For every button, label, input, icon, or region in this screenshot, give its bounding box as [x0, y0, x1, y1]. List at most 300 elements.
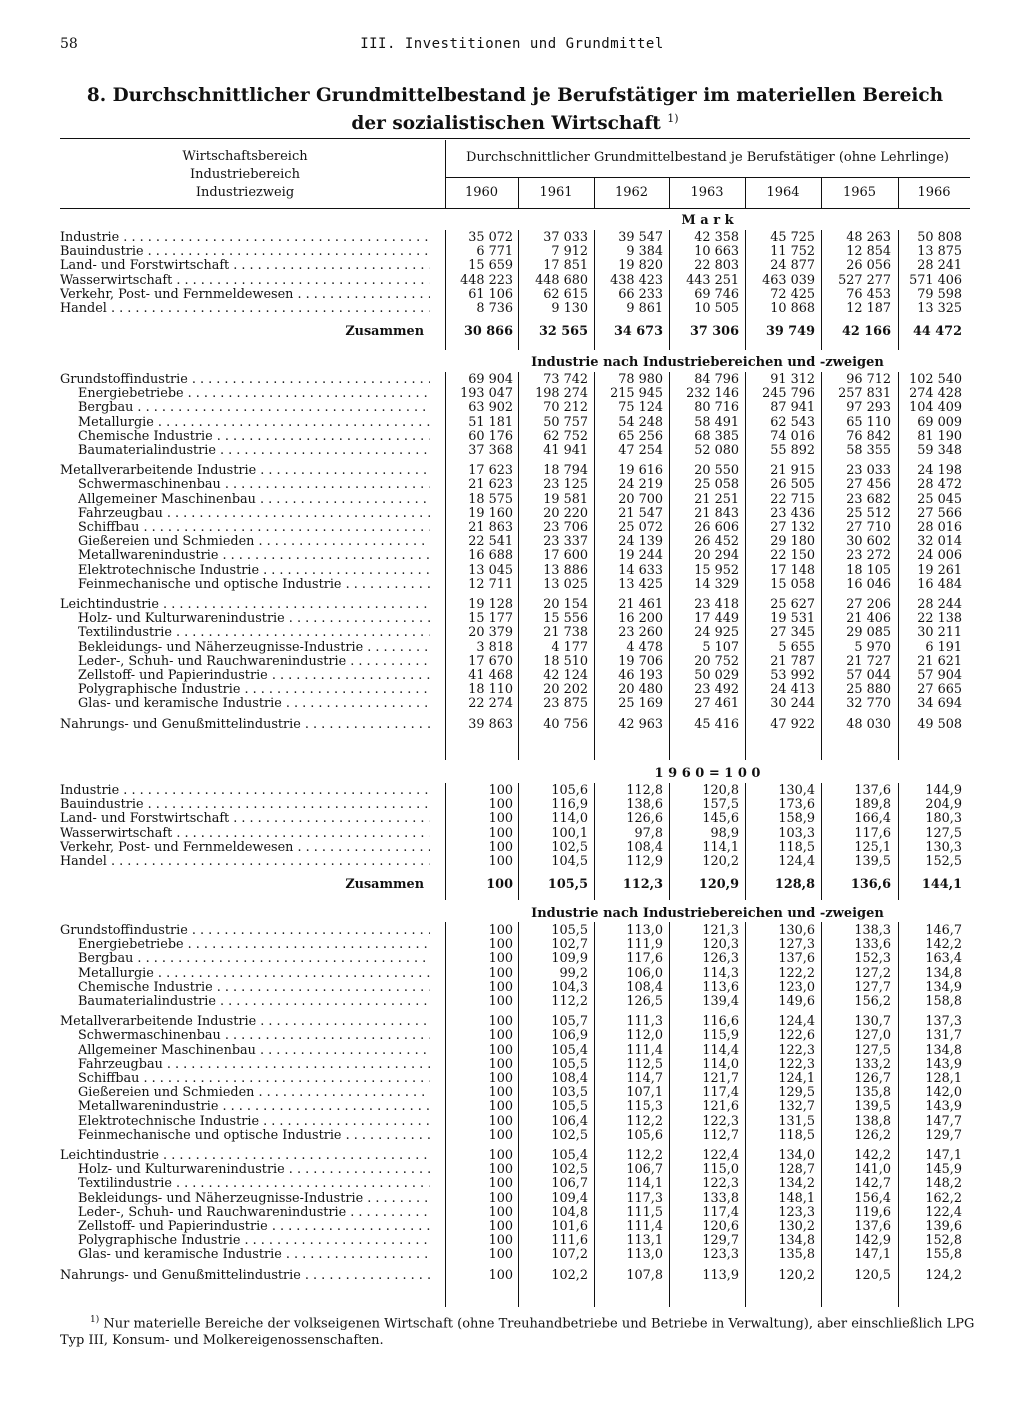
- cell-1964: 123,0: [778, 979, 815, 995]
- table-row: [60, 231, 970, 245]
- leader-dots: [259, 564, 430, 578]
- section-heading: M a r k: [681, 213, 734, 228]
- row-label-text: Zusammen: [345, 325, 424, 340]
- row-label-text: Feinmechanische und optische Industrie: [78, 1128, 342, 1143]
- row-label: [78, 1100, 430, 1114]
- row-label-text: Zellstoff- und Papierindustrie: [78, 1220, 268, 1234]
- cell-1960: 100: [488, 1085, 513, 1101]
- cell-1963: 133,8: [702, 1190, 739, 1206]
- table-row: [60, 245, 970, 259]
- cell-1963: 123,3: [702, 1247, 739, 1263]
- cell-1962: 21 547: [618, 505, 663, 521]
- cell-1960: 61 106: [468, 286, 513, 302]
- cell-1965: 142,2: [854, 1148, 891, 1163]
- cell-1964: 15 058: [770, 576, 815, 592]
- cell-1965: 135,8: [854, 1085, 891, 1101]
- table-row: [60, 718, 970, 732]
- row-label-text: Gießereien und Schmieden: [78, 1086, 255, 1101]
- cell-1966: 24 006: [917, 548, 962, 564]
- leader-dots: [342, 1129, 431, 1143]
- section-heading: Industrie nach Industriebereichen und -zweigen: [531, 355, 884, 370]
- cell-1964: 148,1: [778, 1190, 815, 1206]
- cell-1965: 136,6: [850, 877, 891, 893]
- cell-1962: 117,3: [626, 1190, 663, 1206]
- row-label: [78, 1044, 430, 1058]
- cell-1963: 120,8: [702, 783, 739, 798]
- cell-1960: 22 274: [468, 696, 513, 712]
- cell-1961: 20 202: [543, 682, 588, 698]
- cell-1966: 147,1: [925, 1148, 962, 1163]
- row-label: [78, 1234, 430, 1248]
- row-label-text: Bergbau: [78, 401, 134, 416]
- footnote-text: Nur materielle Bereiche der volkseigenen Wirtschaft (ohne Treuhandbetriebe und Betriebe in Verwaltung), aber einschließlich LPG Typ III, Konsum- und Molkereigenossenschaften.: [60, 1316, 975, 1349]
- cell-1966: 129,7: [925, 1127, 962, 1143]
- cell-1965: 120,5: [854, 1267, 891, 1283]
- cell-1965: 16 046: [846, 576, 891, 592]
- cell-1963: 114,1: [702, 839, 739, 855]
- table-row: [60, 981, 970, 995]
- row-label: [78, 641, 430, 655]
- leader-dots: [363, 1192, 430, 1206]
- cell-1966: 139,6: [925, 1219, 962, 1234]
- cell-1962: 138,6: [626, 797, 663, 813]
- row-label-text: Schwermaschinenbau: [78, 1029, 221, 1044]
- leader-dots: [221, 1029, 430, 1043]
- cell-1961: 13 886: [543, 562, 588, 578]
- cell-1962: 113,1: [626, 1233, 663, 1249]
- cell-1960: 100: [488, 1113, 513, 1129]
- cell-1962: 117,6: [626, 951, 663, 967]
- cell-1965: 5 970: [854, 639, 891, 655]
- cell-1960: 16 688: [468, 548, 513, 564]
- table-row: [60, 373, 970, 387]
- row-label-text: Feinmechanische und optische Industrie: [78, 577, 342, 592]
- cell-1964: 122,3: [778, 1042, 815, 1058]
- cell-1961: 111,6: [551, 1233, 588, 1249]
- table-row: [60, 612, 970, 626]
- leader-dots: [254, 535, 430, 549]
- leader-dots: [342, 578, 431, 592]
- cell-1964: 47 922: [770, 716, 815, 732]
- cell-1960: 37 368: [468, 443, 513, 458]
- cell-1964: 135,8: [778, 1247, 815, 1263]
- chapter-heading: III. Investitionen und Grundmittel: [360, 36, 664, 52]
- cell-1962: 108,4: [626, 839, 663, 855]
- cell-1962: 111,3: [626, 1014, 663, 1030]
- table-row: [60, 549, 970, 563]
- table-row: [60, 827, 970, 841]
- leader-dots: [221, 478, 430, 492]
- cell-1961: 70 212: [543, 400, 588, 416]
- cell-1961: 17 600: [543, 548, 588, 564]
- cell-1961: 40 756: [543, 716, 588, 732]
- cell-1962: 438 423: [610, 272, 663, 288]
- cell-1964: 17 148: [770, 562, 815, 578]
- table-row: [60, 1220, 970, 1234]
- cell-1964: 463 039: [762, 272, 815, 288]
- row-label-text: Bekleidungs- und Näherzeugnisse-Industrie: [78, 640, 364, 655]
- row-label: [60, 878, 424, 892]
- cell-1966: 27 665: [917, 682, 962, 698]
- cell-1961: 37 033: [543, 230, 588, 245]
- cell-1964: 24 413: [770, 682, 815, 698]
- year-header-1963: 1963: [690, 185, 724, 200]
- row-label: [60, 302, 430, 316]
- cell-1965: 189,8: [854, 797, 891, 813]
- row-label-text: Fahrzeugbau: [78, 1057, 163, 1072]
- cell-1963: 42 358: [694, 230, 739, 245]
- cell-1961: 50 757: [543, 414, 588, 430]
- cell-1963: 14 329: [694, 576, 739, 592]
- column-divider: [821, 178, 822, 209]
- cell-1963: 443 251: [686, 272, 739, 288]
- cell-1966: 143,9: [925, 1056, 962, 1072]
- table-row: [60, 1269, 970, 1283]
- cell-1963: 122,3: [702, 1176, 739, 1192]
- cell-1963: 23 492: [694, 682, 739, 698]
- row-label-text: Elektrotechnische Industrie: [78, 1114, 260, 1129]
- row-label-text: Handel: [60, 855, 107, 869]
- table-row: [60, 1129, 970, 1143]
- cell-1963: 22 803: [694, 258, 739, 274]
- row-label: [60, 812, 430, 826]
- row-label: [78, 952, 430, 966]
- cell-1965: 137,6: [854, 783, 891, 798]
- cell-1963: 122,3: [702, 1113, 739, 1129]
- leader-dots: [154, 967, 430, 981]
- cell-1966: 163,4: [925, 951, 962, 967]
- cell-1965: 12 854: [846, 244, 891, 260]
- cell-1960: 20 379: [468, 625, 513, 641]
- cell-1961: 105,5: [551, 1056, 588, 1072]
- leader-dots: [218, 549, 430, 563]
- cell-1965: 76 842: [846, 428, 891, 444]
- cell-1962: 4 478: [626, 639, 663, 655]
- table-row: [60, 493, 970, 507]
- cell-1961: 109,9: [551, 951, 588, 967]
- cell-1965: 133,2: [854, 1056, 891, 1072]
- cell-1962: 20 480: [618, 682, 663, 698]
- cell-1964: 62 543: [770, 414, 815, 430]
- cell-1961: 13 025: [543, 576, 588, 592]
- header-inner-rule: [445, 177, 970, 178]
- cell-1962: 106,7: [626, 1162, 663, 1178]
- cell-1962: 78 980: [618, 372, 663, 387]
- cell-1960: 13 045: [468, 562, 513, 578]
- cell-1965: 127,5: [854, 1042, 891, 1058]
- row-label: [78, 507, 430, 521]
- cell-1960: 8 736: [476, 301, 513, 316]
- cell-1965: 27 206: [846, 597, 891, 612]
- cell-1961: 102,5: [551, 1162, 588, 1178]
- cell-1961: 105,5: [547, 877, 588, 893]
- table-row: [60, 995, 970, 1009]
- cell-1960: 41 468: [468, 668, 513, 683]
- cell-1966: 134,8: [925, 1042, 962, 1058]
- cell-1963: 157,5: [702, 797, 739, 813]
- leader-dots: [293, 841, 430, 855]
- cell-1962: 112,2: [626, 1148, 663, 1163]
- row-label-text: Leder-, Schuh- und Rauchwarenindustrie: [78, 654, 347, 669]
- row-label: [78, 1163, 430, 1177]
- leader-dots: [188, 924, 430, 938]
- row-label-text: Leder-, Schuh- und Rauchwarenindustrie: [78, 1205, 347, 1220]
- cell-1961: 106,4: [551, 1113, 588, 1129]
- total-row: [60, 878, 970, 892]
- table-row: [60, 1044, 970, 1058]
- cell-1965: 125,1: [854, 839, 891, 855]
- row-label: [78, 683, 430, 697]
- cell-1963: 80 716: [694, 400, 739, 416]
- cell-1966: 28 016: [917, 520, 962, 535]
- cell-1964: 123,3: [778, 1204, 815, 1220]
- cell-1960: 100: [488, 937, 513, 953]
- cell-1963: 98,9: [710, 825, 739, 841]
- leader-dots: [301, 1269, 430, 1283]
- cell-1965: 257 831: [838, 386, 891, 402]
- leader-dots: [172, 274, 430, 288]
- leader-dots: [119, 231, 430, 245]
- cell-1963: 25 058: [694, 477, 739, 493]
- cell-1965: 127,2: [854, 965, 891, 981]
- cell-1960: 100: [486, 877, 513, 893]
- cell-1965: 156,2: [854, 994, 891, 1009]
- row-label-text: Glas- und keramische Industrie: [78, 697, 282, 712]
- cell-1961: 21 738: [543, 625, 588, 641]
- cell-1963: 10 663: [694, 244, 739, 260]
- cell-1965: 141,0: [854, 1162, 891, 1178]
- cell-1961: 105,5: [551, 1099, 588, 1115]
- table-row: [60, 430, 970, 444]
- table-title-line2: der sozialistischen Wirtschaft: [351, 113, 661, 135]
- row-label: [78, 655, 430, 669]
- cell-1961: 104,3: [551, 979, 588, 995]
- cell-1960: 100: [488, 1190, 513, 1206]
- cell-1964: 137,6: [778, 951, 815, 967]
- cell-1966: 152,5: [925, 854, 962, 869]
- cell-1963: 114,3: [702, 965, 739, 981]
- cell-1960: 100: [488, 1219, 513, 1234]
- cell-1964: 23 436: [770, 505, 815, 521]
- cell-1964: 87 941: [770, 400, 815, 416]
- cell-1961: 102,5: [551, 839, 588, 855]
- cell-1966: 127,5: [925, 825, 962, 841]
- cell-1965: 26 056: [846, 258, 891, 274]
- leader-dots: [213, 430, 430, 444]
- leader-dots: [213, 981, 430, 995]
- cell-1963: 21 251: [694, 491, 739, 507]
- table-row: [60, 812, 970, 826]
- cell-1960: 100: [488, 1056, 513, 1072]
- table-row: [60, 784, 970, 798]
- cell-1963: 114,4: [702, 1042, 739, 1058]
- table-row: [60, 387, 970, 401]
- stub-header-line: Industriebereich: [190, 167, 300, 182]
- row-label-text: Nahrungs- und Genußmittelindustrie: [60, 1268, 301, 1283]
- cell-1960: 100: [488, 1247, 513, 1263]
- cell-1964: 134,0: [778, 1148, 815, 1163]
- cell-1962: 14 633: [618, 562, 663, 578]
- cell-1963: 232 146: [686, 386, 739, 402]
- cell-1962: 115,3: [626, 1099, 663, 1115]
- leader-dots: [216, 444, 430, 458]
- row-label: [78, 1115, 430, 1129]
- cell-1962: 114,1: [626, 1176, 663, 1192]
- cell-1966: 28 244: [917, 597, 962, 612]
- cell-1965: 48 030: [846, 716, 891, 732]
- cell-1961: 105,4: [551, 1042, 588, 1058]
- table-row: [60, 507, 970, 521]
- cell-1964: 21 915: [770, 463, 815, 479]
- row-label: [60, 784, 430, 798]
- column-group-header: Durchschnittlicher Grundmittelbestand je Berufstätiger (ohne Lehrlinge): [466, 150, 949, 165]
- leader-dots: [240, 683, 430, 697]
- cell-1965: 138,3: [854, 923, 891, 938]
- cell-1965: 32 770: [846, 696, 891, 712]
- row-label-text: Textilindustrie: [78, 1177, 172, 1192]
- cell-1964: 21 787: [770, 653, 815, 669]
- cell-1966: 13 325: [917, 301, 962, 316]
- cell-1966: 49 508: [917, 716, 962, 732]
- table-row: [60, 578, 970, 592]
- row-label-text: Metallverarbeitende Industrie: [60, 464, 257, 479]
- cell-1963: 50 029: [694, 668, 739, 683]
- row-label-text: Verkehr, Post- und Fernmeldewesen: [60, 840, 294, 855]
- cell-1966: 142,2: [925, 937, 962, 953]
- cell-1961: 23 706: [543, 520, 588, 535]
- table-row: [60, 938, 970, 952]
- row-label: [78, 938, 430, 952]
- row-label: [78, 1086, 430, 1100]
- table-row: [60, 521, 970, 535]
- row-label: [78, 387, 430, 401]
- cell-1965: 21 406: [846, 611, 891, 627]
- row-label-text: Allgemeiner Maschinenbau: [78, 1043, 256, 1058]
- cell-1964: 26 505: [770, 477, 815, 493]
- cell-1961: 108,4: [551, 1071, 588, 1086]
- cell-1963: 117,4: [702, 1085, 739, 1101]
- cell-1964: 134,8: [778, 1233, 815, 1249]
- cell-1964: 134,2: [778, 1176, 815, 1192]
- table-row: [60, 535, 970, 549]
- cell-1961: 198 274: [535, 386, 588, 402]
- row-label: [60, 924, 430, 938]
- section-heading: 1 9 6 0 = 1 0 0: [654, 766, 761, 781]
- cell-1963: 116,6: [702, 1014, 739, 1030]
- cell-1962: 25 169: [618, 696, 663, 712]
- cell-1964: 55 892: [770, 443, 815, 458]
- cell-1963: 68 385: [694, 428, 739, 444]
- row-label: [60, 1269, 430, 1283]
- row-label: [78, 1072, 430, 1086]
- leader-dots: [363, 641, 430, 655]
- cell-1960: 100: [488, 951, 513, 967]
- cell-1964: 27 132: [770, 520, 815, 535]
- stub-header: [60, 148, 430, 202]
- cell-1964: 72 425: [770, 286, 815, 302]
- cell-1964: 74 016: [770, 428, 815, 444]
- row-label-text: Textilindustrie: [78, 626, 172, 641]
- cell-1962: 113,0: [626, 1247, 663, 1263]
- cell-1966: 274 428: [909, 386, 962, 402]
- cell-1962: 19 616: [618, 463, 663, 479]
- cell-1963: 120,2: [702, 854, 739, 869]
- leader-dots: [240, 1234, 430, 1248]
- cell-1962: 112,2: [626, 1113, 663, 1129]
- leader-dots: [172, 1177, 430, 1191]
- cell-1965: 65 110: [846, 414, 891, 430]
- cell-1963: 52 080: [694, 443, 739, 458]
- row-label-text: Metallwarenindustrie: [78, 549, 219, 564]
- table-row: [60, 464, 970, 478]
- row-label: [78, 669, 430, 683]
- cell-1962: 21 461: [618, 597, 663, 612]
- cell-1966: 571 406: [909, 272, 962, 288]
- row-label-text: Metallverarbeitende Industrie: [60, 1015, 257, 1030]
- leader-dots: [172, 626, 430, 640]
- cell-1966: 148,2: [925, 1176, 962, 1192]
- cell-1965: 25 880: [846, 682, 891, 698]
- cell-1964: 128,7: [778, 1162, 815, 1178]
- cell-1966: 30 211: [917, 625, 962, 641]
- cell-1962: 47 254: [618, 443, 663, 458]
- cell-1960: 100: [488, 1233, 513, 1249]
- cell-1961: 7 912: [551, 244, 588, 260]
- cell-1963: 112,7: [702, 1127, 739, 1143]
- cell-1962: 46 193: [618, 668, 663, 683]
- cell-1963: 122,4: [702, 1148, 739, 1163]
- table-row: [60, 952, 970, 966]
- leader-dots: [144, 245, 430, 259]
- table-title-line1: 8. Durchschnittlicher Grundmittelbestand je Berufstätiger im materiellen Bereich: [86, 85, 944, 106]
- cell-1960: 100: [488, 1127, 513, 1143]
- cell-1966: 130,3: [925, 839, 962, 855]
- cell-1962: 107,8: [626, 1267, 663, 1283]
- leader-dots: [293, 288, 430, 302]
- cell-1965: 27 456: [846, 477, 891, 493]
- cell-1963: 113,9: [702, 1267, 739, 1283]
- cell-1960: 22 541: [468, 534, 513, 550]
- cell-1966: 144,9: [925, 783, 962, 798]
- row-label: [60, 598, 430, 612]
- cell-1965: 166,4: [854, 811, 891, 827]
- cell-1966: 122,4: [925, 1204, 962, 1220]
- section-heading: Industrie nach Industriebereichen und -zweigen: [531, 906, 884, 921]
- row-label: [78, 549, 430, 563]
- cell-1960: 100: [488, 1099, 513, 1115]
- cell-1966: 16 484: [917, 576, 962, 592]
- cell-1964: 130,2: [778, 1219, 815, 1234]
- row-label-text: Metallwarenindustrie: [78, 1100, 219, 1115]
- cell-1966: 102 540: [909, 372, 962, 387]
- table-row: [60, 444, 970, 458]
- cell-1960: 18 110: [468, 682, 513, 698]
- cell-1965: 139,5: [854, 854, 891, 869]
- cell-1963: 121,7: [702, 1071, 739, 1086]
- leader-dots: [119, 784, 430, 798]
- cell-1962: 108,4: [626, 979, 663, 995]
- cell-1960: 193 047: [460, 386, 513, 402]
- cell-1960: 18 575: [468, 491, 513, 507]
- cell-1965: 127,7: [854, 979, 891, 995]
- cell-1962: 111,4: [626, 1042, 663, 1058]
- cell-1962: 106,0: [626, 965, 663, 981]
- cell-1965: 119,6: [854, 1204, 891, 1220]
- cell-1962: 42 963: [618, 716, 663, 732]
- cell-1962: 9 861: [626, 301, 663, 316]
- row-label-text: Industrie: [60, 231, 120, 245]
- cell-1966: 32 014: [917, 534, 962, 550]
